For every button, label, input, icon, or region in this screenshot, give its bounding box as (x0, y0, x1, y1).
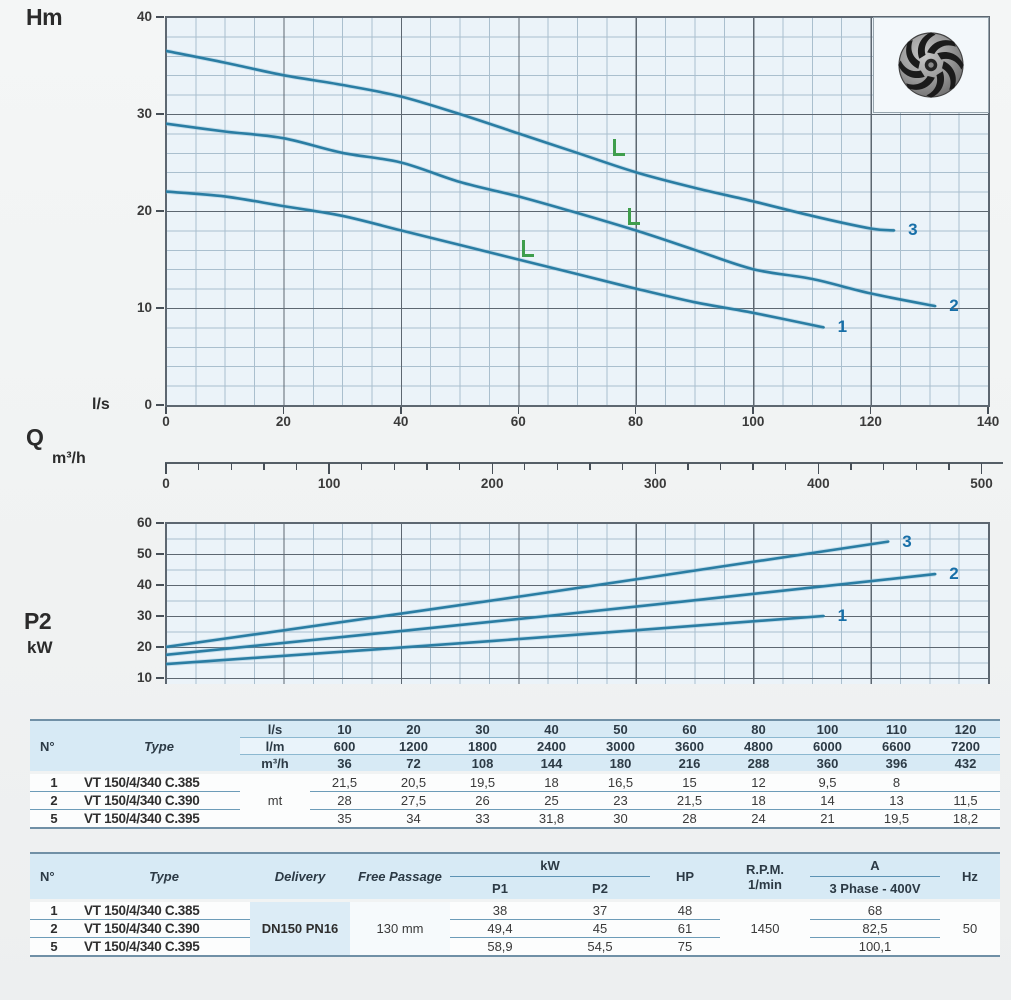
pump-curve-halo (166, 124, 935, 306)
head-value: 19,5 (862, 810, 931, 829)
head-value: 19,5 (448, 773, 517, 792)
axis-tick (283, 407, 284, 414)
secondary-axis-tick (328, 463, 329, 474)
curve-label: 2 (949, 564, 959, 584)
p2-value: 37 (550, 901, 650, 920)
col-header-delivery: Delivery (250, 853, 350, 901)
col-header-p2: P2 (550, 877, 650, 901)
flow-tick-value: 3000 (586, 738, 655, 755)
axis-tick (165, 407, 166, 414)
curve-label: 3 (908, 220, 918, 240)
axis-tick-label: 40 (136, 577, 152, 592)
axis-tick-label: 400 (807, 476, 830, 491)
flow-tick-value: 4800 (724, 738, 793, 755)
secondary-axis-tick (524, 463, 525, 470)
axis-tick-label: 10 (136, 670, 152, 684)
flow-tick-value: 100 (793, 720, 862, 738)
axis-tick-label: 300 (644, 476, 667, 491)
axis-tick-label: 200 (480, 476, 504, 491)
table-row (30, 773, 1000, 792)
secondary-axis-tick (850, 463, 851, 470)
axis-tick-label: 40 (393, 414, 409, 429)
axis-tick (156, 553, 164, 554)
table-row (30, 810, 1000, 829)
table-row (30, 901, 1000, 920)
duty-point-marker (522, 240, 534, 257)
flow-tick-value: 80 (724, 720, 793, 738)
col-header-kw: kW (450, 853, 650, 877)
row-number: 1 (30, 901, 78, 920)
col-header-type: Type (78, 720, 240, 773)
head-value: 25 (517, 792, 586, 810)
secondary-axis-tick (785, 463, 786, 470)
axis-tick (156, 16, 164, 17)
flow-tick-value: 40 (517, 720, 586, 738)
flow-tick-value: 10 (310, 720, 379, 738)
table-row (30, 792, 1000, 810)
flow-tick-value: 110 (862, 720, 931, 738)
head-value: 31,8 (517, 810, 586, 829)
rpm-value: 1450 (720, 901, 810, 957)
pump-type: VT 150/4/340 C.395 (78, 938, 250, 957)
x-axis-unit-ls: l/s (92, 396, 110, 413)
pump-type: VT 150/4/340 C.385 (78, 773, 240, 792)
row-number: 1 (30, 773, 78, 792)
head-value: 18 (724, 792, 793, 810)
duty-point-marker (613, 139, 625, 156)
axis-tick-label: 0 (162, 476, 170, 491)
axis-tick-label: 80 (628, 414, 644, 429)
secondary-axis-tick (459, 463, 460, 470)
head-value: 28 (655, 810, 724, 829)
head-value: 12 (724, 773, 793, 792)
power-chart-plot (165, 522, 990, 684)
secondary-axis-tick (361, 463, 362, 470)
row-number: 5 (30, 810, 78, 829)
power-axis-title-p2: P2 (24, 608, 52, 634)
flow-tick-value: 1200 (379, 738, 448, 755)
head-value: 15 (655, 773, 724, 792)
curve-label: 2 (949, 296, 959, 316)
secondary-axis-line (165, 462, 1003, 464)
axis-tick-label: 0 (144, 397, 152, 412)
head-value: 16,5 (586, 773, 655, 792)
secondary-axis-tick (818, 463, 819, 474)
axis-tick (156, 307, 164, 308)
flow-tick-value: 60 (655, 720, 724, 738)
x-axis-unit-m3h: m³/h (52, 450, 86, 467)
hp-value: 75 (650, 938, 720, 957)
head-value: 8 (862, 773, 931, 792)
axis-tick-label: 60 (510, 414, 526, 429)
head-value: 9,5 (793, 773, 862, 792)
flow-tick-value: 1800 (448, 738, 517, 755)
row-number: 2 (30, 920, 78, 938)
flow-tick-value: 6000 (793, 738, 862, 755)
flow-tick-value: 36 (310, 755, 379, 773)
table-row (30, 920, 1000, 938)
secondary-axis-tick (394, 463, 395, 470)
flow-tick-value: 3600 (655, 738, 724, 755)
secondary-axis-tick (916, 463, 917, 470)
head-value: 34 (379, 810, 448, 829)
flow-tick-value: 180 (586, 755, 655, 773)
curve-label: 1 (837, 317, 847, 337)
axis-tick (870, 407, 871, 414)
axis-tick-label: 40 (136, 9, 152, 24)
axis-tick (156, 646, 164, 647)
flow-tick-value: 288 (724, 755, 793, 773)
hp-value: 48 (650, 901, 720, 920)
axis-tick (752, 407, 753, 414)
col-header-type: Type (78, 853, 250, 901)
axis-tick-label: 140 (976, 414, 1000, 429)
secondary-axis-tick (296, 463, 297, 470)
col-header-amps: A (810, 853, 940, 877)
head-value: 35 (310, 810, 379, 829)
col-header-p1: P1 (450, 877, 550, 901)
unit-row-label: l/s (240, 720, 310, 738)
head-value: 20,5 (379, 773, 448, 792)
flow-tick-value: 72 (379, 755, 448, 773)
head-value: 33 (448, 810, 517, 829)
head-value: 13 (862, 792, 931, 810)
flow-tick-value: 120 (931, 720, 1000, 738)
flow-axis-label-q: Q (26, 424, 44, 450)
flow-tick-value: 432 (931, 755, 1000, 773)
free-passage-value: 130 mm (350, 901, 450, 957)
secondary-axis-tick (883, 463, 884, 470)
axis-tick-label: 0 (162, 414, 170, 429)
head-value (931, 773, 1000, 792)
current-value: 68 (810, 901, 940, 920)
secondary-axis-tick (557, 463, 558, 470)
axis-tick (156, 210, 164, 211)
p1-value: 49,4 (450, 920, 550, 938)
axis-tick-label: 30 (136, 608, 152, 623)
col-header-no: N° (30, 720, 78, 773)
delivery-value: DN150 PN16 (250, 901, 350, 957)
col-header-hz: Hz (940, 853, 1000, 901)
current-value: 100,1 (810, 938, 940, 957)
motor-data-table (30, 852, 1000, 957)
power-axis-unit-kw: kW (27, 638, 53, 657)
flow-head-table (30, 719, 1000, 829)
secondary-axis-tick (426, 463, 427, 470)
axis-tick-label: 100 (741, 414, 765, 429)
axis-tick-label: 20 (275, 414, 291, 429)
head-curves-svg (166, 17, 988, 405)
hz-value: 50 (940, 901, 1000, 957)
pump-type: VT 150/4/340 C.395 (78, 810, 240, 829)
axis-tick (156, 615, 164, 616)
pump-curve (166, 542, 888, 647)
p1-value: 38 (450, 901, 550, 920)
axis-tick-label: 100 (317, 476, 341, 491)
head-value: 18 (517, 773, 586, 792)
head-value: 21 (793, 810, 862, 829)
pump-type: VT 150/4/340 C.390 (78, 792, 240, 810)
flow-tick-value: 6600 (862, 738, 931, 755)
motor-data-table-area (30, 852, 1000, 957)
impeller-icon (892, 26, 970, 104)
power-chart (0, 500, 1011, 684)
hp-value: 61 (650, 920, 720, 938)
head-value: 14 (793, 792, 862, 810)
flow-tick-value: 600 (310, 738, 379, 755)
unit-row-label: l/m (240, 738, 310, 755)
secondary-axis-tick (752, 463, 753, 470)
axis-tick (518, 407, 519, 414)
head-value: 18,2 (931, 810, 1000, 829)
p2-value: 54,5 (550, 938, 650, 957)
unit-row-label: m³/h (240, 755, 310, 773)
axis-tick (156, 522, 164, 523)
axis-tick (987, 407, 988, 414)
axis-tick (156, 677, 164, 678)
head-value: 24 (724, 810, 793, 829)
flow-head-table-area (30, 719, 1000, 829)
secondary-axis-tick (981, 463, 982, 474)
col-header-no: N° (30, 853, 78, 901)
curve-label: 1 (837, 606, 847, 625)
flow-tick-value: 7200 (931, 738, 1000, 755)
flow-tick-value: 108 (448, 755, 517, 773)
secondary-axis-tick (720, 463, 721, 470)
secondary-axis-tick (492, 463, 493, 474)
flow-tick-value: 20 (379, 720, 448, 738)
impeller-logo (873, 17, 989, 113)
col-header-free-passage: Free Passage (350, 853, 450, 901)
curve-label: 3 (902, 531, 912, 551)
head-value: 21,5 (655, 792, 724, 810)
secondary-axis-tick (589, 463, 590, 470)
head-value: 30 (586, 810, 655, 829)
axis-tick (156, 584, 164, 585)
head-value: 26 (448, 792, 517, 810)
current-value: 82,5 (810, 920, 940, 938)
axis-tick (400, 407, 401, 414)
axis-tick-label: 10 (136, 300, 152, 315)
head-value: 21,5 (310, 773, 379, 792)
head-value: 23 (586, 792, 655, 810)
flow-tick-value: 2400 (517, 738, 586, 755)
duty-point-marker (628, 208, 640, 225)
row-number: 2 (30, 792, 78, 810)
pump-type: VT 150/4/340 C.390 (78, 920, 250, 938)
pump-type: VT 150/4/340 C.385 (78, 901, 250, 920)
secondary-axis-tick (198, 463, 199, 470)
head-chart-plot (165, 16, 990, 407)
secondary-axis-tick (231, 463, 232, 470)
head-unit-mt: mt (240, 773, 310, 829)
flow-tick-value: 50 (586, 720, 655, 738)
power-curves-svg (166, 523, 988, 683)
head-value: 11,5 (931, 792, 1000, 810)
col-header-hp: HP (650, 853, 720, 901)
axis-tick-label: 60 (136, 515, 152, 530)
head-value: 28 (310, 792, 379, 810)
flow-tick-value: 396 (862, 755, 931, 773)
secondary-axis-tick (263, 463, 264, 470)
axis-tick (635, 407, 636, 414)
head-value: 27,5 (379, 792, 448, 810)
axis-tick-label: 30 (136, 106, 152, 121)
flow-tick-value: 360 (793, 755, 862, 773)
table-row (30, 938, 1000, 957)
axis-tick-label: 20 (136, 639, 152, 654)
row-number: 5 (30, 938, 78, 957)
axis-tick (156, 404, 164, 405)
axis-tick-label: 120 (859, 414, 882, 429)
axis-tick-label: 50 (136, 546, 152, 561)
axis-tick (156, 113, 164, 114)
secondary-axis-tick (687, 463, 688, 470)
secondary-axis-tick (165, 463, 166, 474)
flow-tick-value: 30 (448, 720, 517, 738)
flow-tick-value: 144 (517, 755, 586, 773)
p2-value: 45 (550, 920, 650, 938)
head-axis-title-hm: Hm (26, 4, 63, 30)
col-header-rpm: R.P.M. 1/min (720, 853, 810, 901)
secondary-axis-tick (622, 463, 623, 470)
p1-value: 58,9 (450, 938, 550, 957)
axis-tick-label: 500 (970, 476, 993, 491)
secondary-axis-tick (948, 463, 949, 470)
flow-tick-value: 216 (655, 755, 724, 773)
secondary-axis-tick (655, 463, 656, 474)
col-header-phase: 3 Phase - 400V (810, 877, 940, 901)
axis-tick-label: 20 (136, 203, 152, 218)
